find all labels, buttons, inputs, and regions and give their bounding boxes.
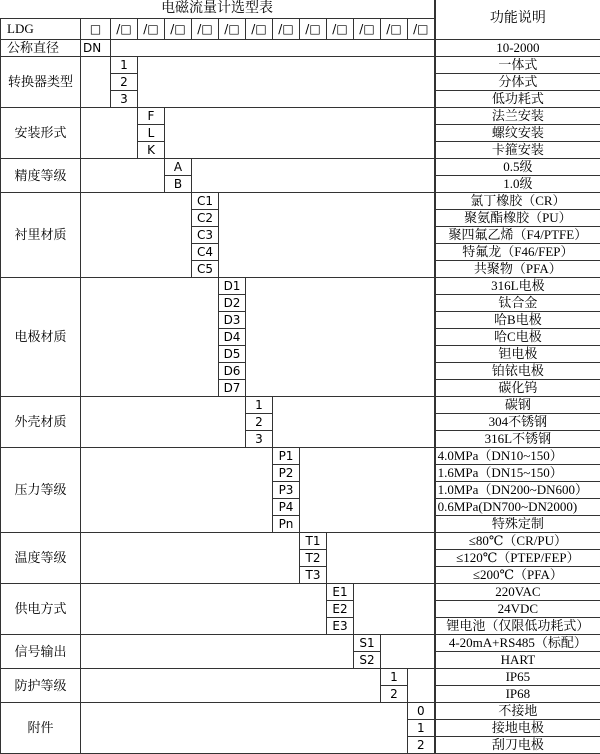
option-function: 锂电池（仅限低功耗式）: [435, 617, 600, 634]
model-slot-box: /□: [300, 18, 327, 39]
diameter-function: 10-2000: [435, 39, 600, 56]
option-function: 1.6MPa（DN15~150）: [435, 464, 600, 481]
section-label: 外壳材质: [1, 396, 81, 447]
model-slot-box: /□: [408, 18, 435, 39]
option-code: 3: [246, 430, 273, 447]
option-function: ≤200℃（PFA）: [435, 566, 600, 583]
section-row: [1, 396, 600, 413]
option-function: 聚氨酯橡胶（PU）: [435, 209, 600, 226]
option-code: 2: [381, 685, 408, 702]
option-function: IP65: [435, 668, 600, 685]
option-function: 1.0级: [435, 175, 600, 192]
filler: [138, 56, 435, 107]
section-label: 压力等级: [1, 447, 81, 532]
section-row: [1, 583, 600, 600]
option-code: P3: [273, 481, 300, 498]
filler: [81, 396, 246, 447]
filler: [81, 532, 300, 583]
option-function: 304不锈钢: [435, 413, 600, 430]
option-code: C4: [192, 243, 219, 260]
section-row: [1, 634, 600, 651]
model-slot-box: /□: [246, 18, 273, 39]
section-row: [1, 702, 600, 719]
section-row: [1, 447, 600, 464]
option-function: 不接地: [435, 702, 600, 719]
model-slot-box: /□: [381, 18, 408, 39]
option-code: T2: [300, 549, 327, 566]
option-code: D1: [219, 277, 246, 294]
section-row: [1, 668, 600, 685]
option-function: 聚四氟乙烯（F4/PTFE）: [435, 226, 600, 243]
section-label: 衬里材质: [1, 192, 81, 277]
section-label: 精度等级: [1, 158, 81, 192]
section-label: 供电方式: [1, 583, 81, 634]
option-code: 2: [408, 736, 435, 753]
section-label: 温度等级: [1, 532, 81, 583]
section-label: 防护等级: [1, 668, 81, 702]
filler: [81, 447, 273, 532]
option-code: S1: [354, 634, 381, 651]
model-slot-box: /□: [192, 18, 219, 39]
filler: [354, 583, 435, 634]
filler: [165, 107, 435, 158]
option-function: 特殊定制: [435, 515, 600, 532]
diameter-row: [1, 39, 600, 56]
option-function: 316L电极: [435, 277, 600, 294]
option-code: 2: [111, 73, 138, 90]
option-code: D4: [219, 328, 246, 345]
model-slot-box: /□: [165, 18, 192, 39]
option-code: C3: [192, 226, 219, 243]
model-slot-box: /□: [273, 18, 300, 39]
option-function: 钽电极: [435, 345, 600, 362]
option-code: D2: [219, 294, 246, 311]
section-label: 电极材质: [1, 277, 81, 396]
option-function: 0.5级: [435, 158, 600, 175]
option-function: 法兰安装: [435, 107, 600, 124]
option-function: 哈B电极: [435, 311, 600, 328]
option-function: 4.0MPa（DN10~150）: [435, 447, 600, 464]
model-slot-box: /□: [138, 18, 165, 39]
filler: [408, 668, 435, 702]
option-function: 特氟龙（F46/FEP）: [435, 243, 600, 260]
option-code: F: [138, 107, 165, 124]
option-function: 316L不锈钢: [435, 430, 600, 447]
option-code: P4: [273, 498, 300, 515]
option-code: D7: [219, 379, 246, 396]
option-function: 4-20mA+RS485（标配）: [435, 634, 600, 651]
filler: [327, 532, 435, 583]
option-code: P2: [273, 464, 300, 481]
option-code: 1: [381, 668, 408, 685]
model-first-box: □: [81, 18, 111, 39]
option-function: 氯丁橡胶（CR）: [435, 192, 600, 209]
filler: [381, 634, 435, 668]
model-slot-box: /□: [327, 18, 354, 39]
option-function: 哈C电极: [435, 328, 600, 345]
option-code: E1: [327, 583, 354, 600]
option-code: Pn: [273, 515, 300, 532]
title-row: [1, 0, 600, 18]
filler: [273, 396, 435, 447]
filler: [81, 583, 327, 634]
page-title: 电磁流量计选型表: [1, 0, 435, 18]
option-code: 1: [111, 56, 138, 73]
filler: [111, 39, 435, 56]
filler: [246, 277, 435, 396]
function-column-header: 功能说明: [435, 0, 600, 39]
section-row: [1, 56, 600, 73]
option-function: 1.0MPa（DN200~DN600）: [435, 481, 600, 498]
filler: [81, 192, 192, 277]
filler: [81, 56, 111, 107]
option-code: E2: [327, 600, 354, 617]
section-label: 信号输出: [1, 634, 81, 668]
section-row: [1, 107, 600, 124]
option-code: C2: [192, 209, 219, 226]
option-function: 0.6MPa(DN700~DN2000): [435, 498, 600, 515]
filler: [300, 447, 435, 532]
option-function: 铂铱电极: [435, 362, 600, 379]
section-row: [1, 532, 600, 549]
option-function: 低功耗式: [435, 90, 600, 107]
filler: [81, 277, 219, 396]
filler: [81, 634, 354, 668]
option-function: 接地电极: [435, 719, 600, 736]
diameter-code: DN: [81, 39, 111, 56]
option-function: 卡箍安装: [435, 141, 600, 158]
option-function: 碳钢: [435, 396, 600, 413]
option-code: T3: [300, 566, 327, 583]
option-function: 螺纹安装: [435, 124, 600, 141]
filler: [81, 702, 408, 753]
section-row: [1, 277, 600, 294]
option-function: IP68: [435, 685, 600, 702]
option-code: C1: [192, 192, 219, 209]
option-function: 24VDC: [435, 600, 600, 617]
section-row: [1, 192, 600, 209]
option-code: E3: [327, 617, 354, 634]
filler: [81, 158, 165, 192]
section-row: [1, 158, 600, 175]
option-function: 刮刀电极: [435, 736, 600, 753]
section-label: 安装形式: [1, 107, 81, 158]
option-code: D3: [219, 311, 246, 328]
option-code: K: [138, 141, 165, 158]
option-function: 一体式: [435, 56, 600, 73]
option-code: A: [165, 158, 192, 175]
section-label: 转换器类型: [1, 56, 81, 107]
option-function: 共聚物（PFA）: [435, 260, 600, 277]
option-code: T1: [300, 532, 327, 549]
option-function: 碳化钨: [435, 379, 600, 396]
option-function: 钛合金: [435, 294, 600, 311]
filler: [81, 107, 138, 158]
option-code: B: [165, 175, 192, 192]
model-slot-box: /□: [111, 18, 138, 39]
option-code: S2: [354, 651, 381, 668]
option-code: 1: [408, 719, 435, 736]
option-function: 220VAC: [435, 583, 600, 600]
option-code: L: [138, 124, 165, 141]
model-slot-box: /□: [354, 18, 381, 39]
option-code: C5: [192, 260, 219, 277]
filler: [192, 158, 435, 192]
option-function: HART: [435, 651, 600, 668]
filler: [219, 192, 435, 277]
filler: [81, 668, 381, 702]
option-code: 3: [111, 90, 138, 107]
option-code: 0: [408, 702, 435, 719]
option-code: P1: [273, 447, 300, 464]
diameter-label: 公称直径: [1, 39, 81, 56]
option-function: 分体式: [435, 73, 600, 90]
option-code: D5: [219, 345, 246, 362]
option-code: D6: [219, 362, 246, 379]
option-function: ≤80℃（CR/PU）: [435, 532, 600, 549]
option-code: 1: [246, 396, 273, 413]
option-code: 2: [246, 413, 273, 430]
section-label: 附件: [1, 702, 81, 753]
model-prefix: LDG: [1, 18, 81, 39]
option-function: ≤120℃（PTEP/FEP）: [435, 549, 600, 566]
model-slot-box: /□: [219, 18, 246, 39]
